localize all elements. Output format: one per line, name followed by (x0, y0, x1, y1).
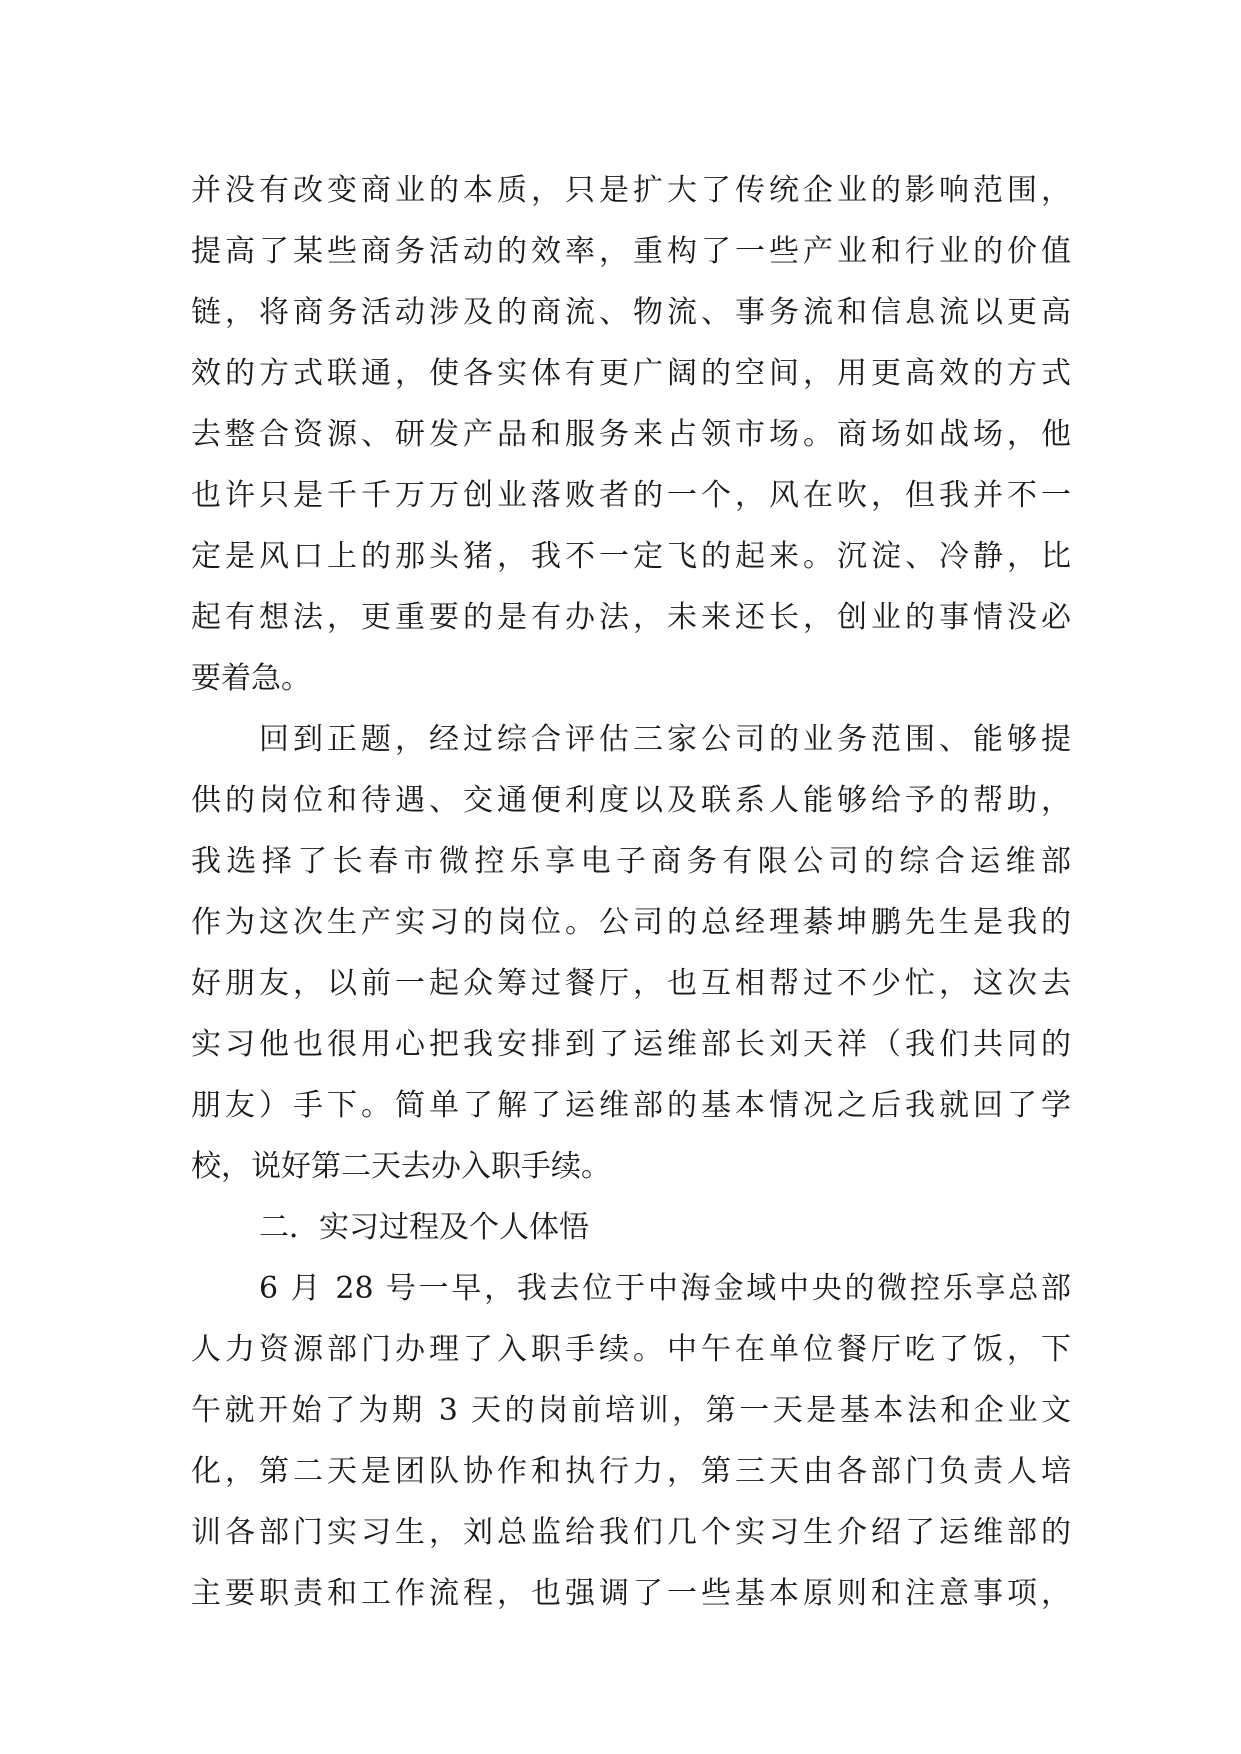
text-line: 链，将商务活动涉及的商流、物流、事务流和信息流以更高 (191, 295, 1071, 330)
text-line: 我选择了长春市微控乐享电子商务有限公司的综合运维部 (191, 844, 1071, 879)
text-line: 并没有改变商业的本质，只是扩大了传统企业的影响范围， (191, 173, 1071, 208)
text-line: 化，第二天是团队协作和执行力，第三天由各部门负责人培 (191, 1454, 1071, 1489)
text-line: 供的岗位和待遇、交通便利度以及联系人能够给予的帮助， (191, 783, 1071, 818)
text-line: 要着急。 (191, 661, 311, 696)
text-line: 也许只是千千万万创业落败者的一个，风在吹，但我并不一 (191, 478, 1071, 513)
paragraph-start-line: 6 月 28 号一早，我去位于中海金域中央的微控乐享总部 (259, 1271, 1071, 1306)
section-heading: 二．实习过程及个人体悟 (259, 1210, 589, 1245)
body-text (191, 160, 1071, 1624)
text-line: 训各部门实习生，刘总监给我们几个实习生介绍了运维部的 (191, 1515, 1071, 1550)
text-line: 校，说好第二天去办入职手续。 (191, 1149, 611, 1184)
text-line: 好朋友，以前一起众筹过餐厅，也互相帮过不少忙，这次去 (191, 966, 1071, 1001)
text-line: 效的方式联通，使各实体有更广阔的空间，用更高效的方式 (191, 356, 1071, 391)
paragraph-start-line: 回到正题，经过综合评估三家公司的业务范围、能够提 (259, 722, 1071, 757)
text-line: 朋友）手下。简单了解了运维部的基本情况之后我就回了学 (191, 1088, 1071, 1123)
text-line: 午就开始了为期 3 天的岗前培训，第一天是基本法和企业文 (191, 1393, 1071, 1428)
text-line: 人力资源部门办理了入职手续。中午在单位餐厅吃了饭，下 (191, 1332, 1071, 1367)
text-line: 主要职责和工作流程，也强调了一些基本原则和注意事项， (191, 1576, 1071, 1611)
text-line: 起有想法，更重要的是有办法，未来还长，创业的事情没必 (191, 600, 1071, 635)
text-line: 定是风口上的那头猪，我不一定飞的起来。沉淀、冷静，比 (191, 539, 1071, 574)
text-line: 提高了某些商务活动的效率，重构了一些产业和行业的价值 (191, 234, 1071, 269)
text-line: 作为这次生产实习的岗位。公司的总经理綦坤鹏先生是我的 (191, 905, 1071, 940)
text-line: 去整合资源、研发产品和服务来占领市场。商场如战场，他 (191, 417, 1071, 452)
text-line: 实习他也很用心把我安排到了运维部长刘天祥（我们共同的 (191, 1027, 1071, 1062)
